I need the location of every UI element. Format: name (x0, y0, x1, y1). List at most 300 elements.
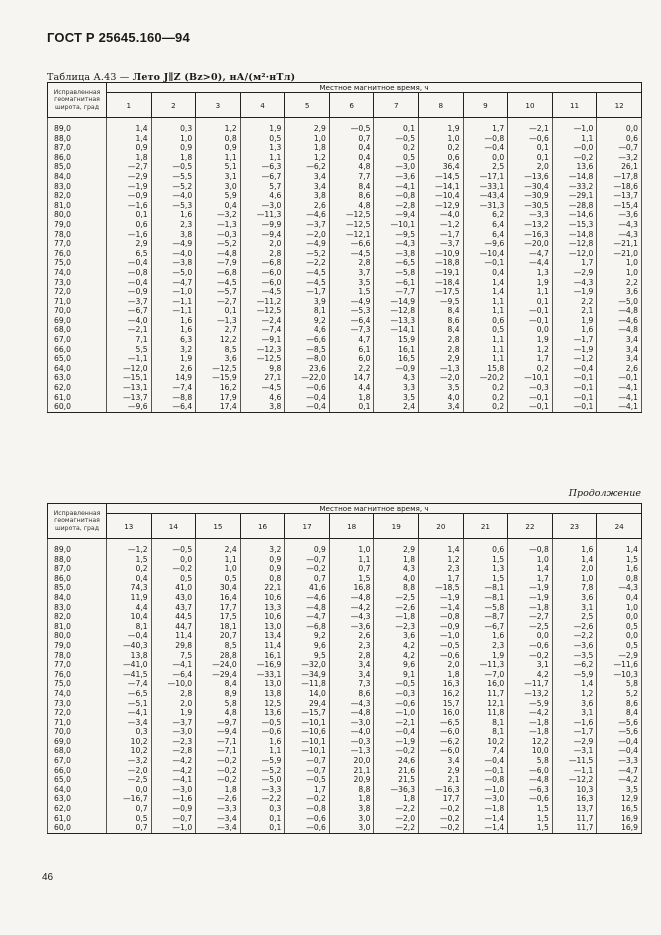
value-cell: —36,3 (374, 785, 419, 795)
value-cell: —3,0 (240, 201, 285, 211)
hour-header: 2 (151, 93, 196, 118)
value-cell: 15,8 (463, 364, 508, 374)
hour-header: 3 (196, 93, 241, 118)
value-cell: —12,2 (552, 775, 597, 785)
value-cell: —3,2 (196, 210, 241, 220)
value-cell: 4,7 (329, 335, 374, 345)
value-cell: 1,5 (329, 287, 374, 297)
value-cell: —11,3 (240, 210, 285, 220)
value-cell: 1,8 (107, 153, 152, 163)
value-cell: 8,1 (285, 306, 330, 316)
table-row (48, 354, 642, 364)
value-cell: 0,7 (285, 574, 330, 584)
value-cell: 1,0 (419, 134, 464, 144)
value-cell: —3,8 (374, 249, 419, 259)
value-cell: —4,2 (508, 708, 553, 718)
value-cell: —10,1 (508, 373, 553, 383)
value-cell: 1,3 (508, 268, 553, 278)
latitude-cell: 80,0 (48, 631, 107, 641)
value-cell: —33,1 (463, 182, 508, 192)
value-cell: —1,1 (552, 766, 597, 776)
value-cell: —6,5 (419, 718, 464, 728)
table-row (48, 172, 642, 182)
value-cell: —0,1 (552, 393, 597, 403)
value-cell: —0,4 (107, 278, 152, 288)
value-cell: —4,3 (374, 239, 419, 249)
value-cell: —10,6 (285, 727, 330, 737)
value-cell: —30,4 (508, 182, 553, 192)
value-cell: —4,7 (508, 249, 553, 259)
value-cell: 0,0 (463, 153, 508, 163)
value-cell: —4,2 (151, 756, 196, 766)
value-cell: —0,1 (552, 383, 597, 393)
value-cell: 0,0 (508, 325, 553, 335)
value-cell: —6,7 (240, 172, 285, 182)
value-cell: 14,7 (329, 373, 374, 383)
value-cell: 3,6 (597, 287, 642, 297)
value-cell: 1,7 (463, 118, 508, 134)
value-cell: —14,9 (374, 297, 419, 307)
value-cell: 1,1 (508, 287, 553, 297)
value-cell: 3,5 (597, 785, 642, 795)
value-cell: 9,6 (374, 660, 419, 670)
value-cell: 2,0 (508, 162, 553, 172)
latitude-cell: 72,0 (48, 287, 107, 297)
latitude-cell: 81,0 (48, 622, 107, 632)
value-cell: 1,8 (374, 794, 419, 804)
value-cell: —0,1 (508, 306, 553, 316)
value-cell: —6,4 (329, 316, 374, 326)
value-cell: —1,9 (508, 593, 553, 603)
value-cell: 4,8 (196, 708, 241, 718)
value-cell: 3,6 (196, 354, 241, 364)
value-cell: —6,5 (374, 258, 419, 268)
value-cell: —2,6 (196, 794, 241, 804)
table-row (48, 679, 642, 689)
latitude-cell: 75,0 (48, 679, 107, 689)
value-cell: —12,9 (419, 201, 464, 211)
value-cell: —41,0 (107, 660, 152, 670)
value-cell: 11,4 (151, 631, 196, 641)
value-cell: 2,6 (329, 631, 374, 641)
value-cell: —17,8 (597, 172, 642, 182)
value-cell: —4,0 (419, 210, 464, 220)
value-cell: 9,1 (374, 670, 419, 680)
latitude-cell: 88,0 (48, 555, 107, 565)
value-cell: 10,6 (240, 612, 285, 622)
value-cell: 1,5 (463, 574, 508, 584)
value-cell: 3,3 (374, 383, 419, 393)
latitude-cell: 76,0 (48, 249, 107, 259)
value-cell: 3,2 (151, 345, 196, 355)
value-cell: —6,5 (107, 689, 152, 699)
value-cell: 1,1 (463, 297, 508, 307)
value-cell: 4,6 (240, 393, 285, 403)
value-cell: —2,7 (196, 297, 241, 307)
value-cell: —0,4 (107, 258, 152, 268)
value-cell: —33,1 (240, 670, 285, 680)
value-cell: —0,2 (285, 564, 330, 574)
value-cell: 1,8 (329, 794, 374, 804)
hour-header: 8 (419, 93, 464, 118)
value-cell: —6,0 (508, 766, 553, 776)
value-cell: —1,9 (552, 287, 597, 297)
value-cell: —4,3 (597, 583, 642, 593)
value-cell: —4,8 (329, 593, 374, 603)
value-cell: —0,5 (374, 134, 419, 144)
value-cell: —5,6 (597, 727, 642, 737)
value-cell: —4,8 (597, 306, 642, 316)
value-cell: 17,5 (196, 612, 241, 622)
table-row (48, 539, 642, 555)
value-cell: 0,5 (374, 153, 419, 163)
value-cell: —2,9 (552, 737, 597, 747)
value-cell: 3,1 (196, 172, 241, 182)
value-cell: 20,9 (329, 775, 374, 785)
value-cell: 0,2 (107, 564, 152, 574)
value-cell: 7,5 (151, 651, 196, 661)
table-row (48, 766, 642, 776)
value-cell: —20,2 (463, 373, 508, 383)
value-cell: —32,0 (285, 660, 330, 670)
latitude-cell: 66,0 (48, 766, 107, 776)
value-cell: 7,4 (463, 746, 508, 756)
value-cell: 3,6 (552, 699, 597, 709)
value-cell: 0,3 (151, 118, 196, 134)
value-cell: —2,8 (374, 201, 419, 211)
hour-header: 6 (329, 93, 374, 118)
value-cell: —16,9 (240, 660, 285, 670)
table-row (48, 143, 642, 153)
value-cell: —4,0 (151, 249, 196, 259)
value-cell: —6,4 (151, 670, 196, 680)
value-cell: —11,8 (285, 679, 330, 689)
value-cell: —0,8 (463, 134, 508, 144)
value-cell: —1,1 (151, 306, 196, 316)
value-cell: —0,8 (508, 539, 553, 555)
value-cell: 12,5 (240, 699, 285, 709)
hour-header: 5 (285, 93, 330, 118)
value-cell: —1,4 (419, 603, 464, 613)
value-cell: —1,0 (419, 631, 464, 641)
latitude-cell: 61,0 (48, 814, 107, 824)
value-cell: —6,6 (329, 239, 374, 249)
value-cell: —22,0 (285, 373, 330, 383)
table-row (48, 249, 642, 259)
value-cell: —4,1 (374, 182, 419, 192)
value-cell: 6,4 (463, 220, 508, 230)
table-row (48, 239, 642, 249)
value-cell: —3,4 (196, 814, 241, 824)
value-cell: —3,4 (107, 718, 152, 728)
value-cell: —5,8 (463, 603, 508, 613)
value-cell: 24,6 (374, 756, 419, 766)
value-cell: 2,3 (463, 641, 508, 651)
table-row (48, 718, 642, 728)
value-cell: —2,0 (419, 373, 464, 383)
value-cell: —2,4 (240, 316, 285, 326)
value-cell: —13,7 (107, 393, 152, 403)
value-cell: —28,8 (552, 201, 597, 211)
value-cell: 13,8 (107, 651, 152, 661)
value-cell: —0,9 (419, 622, 464, 632)
value-cell: 16,8 (329, 583, 374, 593)
value-cell: 7,3 (329, 679, 374, 689)
value-cell: 13,0 (240, 679, 285, 689)
value-cell: —5,9 (552, 670, 597, 680)
value-cell: 4,0 (374, 574, 419, 584)
latitude-cell: 64,0 (48, 364, 107, 374)
value-cell: —7,7 (374, 287, 419, 297)
value-cell: —3,3 (597, 756, 642, 766)
table-row (48, 383, 642, 393)
value-cell: —1,6 (552, 718, 597, 728)
value-cell: —0,5 (151, 162, 196, 172)
value-cell: 8,4 (329, 182, 374, 192)
value-cell: —14,8 (552, 172, 597, 182)
value-cell: 1,5 (329, 574, 374, 584)
value-cell: 44,5 (151, 612, 196, 622)
table-row (48, 670, 642, 680)
value-cell: 11,9 (107, 593, 152, 603)
value-cell: 8,1 (463, 718, 508, 728)
table-row (48, 191, 642, 201)
value-cell: 3,8 (151, 230, 196, 240)
value-cell: 8,5 (196, 345, 241, 355)
latitude-cell: 76,0 (48, 670, 107, 680)
value-cell: 1,7 (285, 785, 330, 795)
value-cell: —16,7 (107, 794, 152, 804)
value-cell: —6,8 (240, 258, 285, 268)
latitude-cell: 79,0 (48, 641, 107, 651)
table-row (48, 612, 642, 622)
value-cell: —3,3 (240, 785, 285, 795)
latitude-cell: 82,0 (48, 612, 107, 622)
value-cell: 11,4 (240, 641, 285, 651)
value-cell: —4,9 (329, 297, 374, 307)
latitude-cell: 84,0 (48, 172, 107, 182)
value-cell: —1,6 (107, 230, 152, 240)
value-cell: —0,2 (508, 651, 553, 661)
latitude-cell: 63,0 (48, 373, 107, 383)
value-cell: —10,1 (285, 746, 330, 756)
table-row (48, 814, 642, 824)
latitude-cell: 62,0 (48, 804, 107, 814)
value-cell: 4,2 (374, 641, 419, 651)
latitude-cell: 67,0 (48, 335, 107, 345)
table-row (48, 364, 642, 374)
value-cell: —0,1 (508, 393, 553, 403)
value-cell: 2,8 (240, 249, 285, 259)
value-cell: —0,3 (329, 737, 374, 747)
value-cell: —7,4 (107, 679, 152, 689)
value-cell: —0,3 (508, 383, 553, 393)
value-cell: —4,0 (107, 316, 152, 326)
latitude-cell: 88,0 (48, 134, 107, 144)
value-cell: —12,0 (107, 364, 152, 374)
value-cell: —2,2 (374, 823, 419, 833)
value-cell: 0,4 (597, 593, 642, 603)
value-cell: —2,7 (107, 162, 152, 172)
value-cell: —12,8 (374, 306, 419, 316)
value-cell: —4,5 (329, 249, 374, 259)
value-cell: 3,0 (329, 823, 374, 833)
value-cell: 16,2 (196, 383, 241, 393)
value-cell: —3,7 (419, 239, 464, 249)
table-header-row (48, 504, 642, 514)
value-cell: 8,6 (329, 689, 374, 699)
value-cell: —3,6 (552, 641, 597, 651)
value-cell: 0,0 (597, 612, 642, 622)
value-cell: —4,2 (597, 775, 642, 785)
value-cell: —5,6 (597, 718, 642, 728)
value-cell: 1,0 (508, 555, 553, 565)
value-cell: 41,0 (151, 583, 196, 593)
table-row (48, 297, 642, 307)
value-cell: —9,4 (240, 230, 285, 240)
value-cell: —4,7 (285, 612, 330, 622)
value-cell: —0,5 (240, 718, 285, 728)
value-cell: —10,4 (419, 191, 464, 201)
value-cell: 20,0 (329, 756, 374, 766)
value-cell: 1,3 (463, 564, 508, 574)
table-row (48, 689, 642, 699)
value-cell: —0,6 (419, 651, 464, 661)
value-cell: —24,0 (196, 660, 241, 670)
value-cell: 1,4 (508, 564, 553, 574)
value-cell: 1,2 (196, 118, 241, 134)
value-cell: 13,0 (240, 622, 285, 632)
value-cell: 0,9 (151, 143, 196, 153)
value-cell: 4,6 (240, 191, 285, 201)
value-cell: —1,3 (329, 746, 374, 756)
latitude-cell: 73,0 (48, 278, 107, 288)
value-cell: —2,2 (552, 631, 597, 641)
value-cell: 0,0 (508, 631, 553, 641)
value-cell: —4,3 (597, 220, 642, 230)
value-cell: —2,2 (374, 804, 419, 814)
value-cell: —3,3 (196, 804, 241, 814)
value-cell: —0,3 (374, 689, 419, 699)
value-cell: —0,6 (508, 134, 553, 144)
table-row (48, 306, 642, 316)
continuation-label: Продолжение (568, 488, 641, 499)
value-cell: —5,0 (240, 775, 285, 785)
value-cell: —6,0 (240, 268, 285, 278)
table-row (48, 153, 642, 163)
hour-header-row (48, 93, 642, 118)
value-cell: —0,2 (419, 814, 464, 824)
value-cell: 1,9 (508, 335, 553, 345)
value-cell: 0,5 (597, 622, 642, 632)
value-cell: 3,8 (240, 402, 285, 412)
value-cell: —8,8 (151, 393, 196, 403)
value-cell: 1,4 (107, 118, 152, 134)
value-cell: —18,4 (419, 278, 464, 288)
value-cell: —3,6 (597, 210, 642, 220)
value-cell: 26,1 (597, 162, 642, 172)
value-cell: 2,3 (329, 641, 374, 651)
value-cell: —0,7 (285, 555, 330, 565)
value-cell: —6,1 (374, 278, 419, 288)
value-cell: —5,2 (196, 239, 241, 249)
table-row (48, 699, 642, 709)
value-cell: 3,4 (285, 182, 330, 192)
value-cell: 0,8 (240, 574, 285, 584)
value-cell: —0,2 (285, 794, 330, 804)
value-cell: 7,7 (329, 172, 374, 182)
value-cell: —0,1 (552, 373, 597, 383)
value-cell: 0,0 (597, 631, 642, 641)
value-cell: —0,4 (285, 393, 330, 403)
hour-header: 14 (151, 514, 196, 539)
value-cell: —1,8 (374, 612, 419, 622)
value-cell: 2,1 (552, 306, 597, 316)
value-cell: —2,8 (151, 746, 196, 756)
value-cell: 0,5 (463, 325, 508, 335)
value-cell: 1,2 (285, 153, 330, 163)
table-row (48, 631, 642, 641)
value-cell: —3,4 (196, 823, 241, 833)
value-cell: —2,5 (508, 622, 553, 632)
value-cell: 6,2 (463, 210, 508, 220)
value-cell: —0,9 (374, 364, 419, 374)
value-cell: —4,2 (151, 766, 196, 776)
value-cell: —33,2 (552, 182, 597, 192)
value-cell: —0,6 (285, 383, 330, 393)
value-cell: —0,5 (329, 118, 374, 134)
value-cell: —6,2 (285, 162, 330, 172)
value-cell: 0,2 (463, 383, 508, 393)
table-row (48, 118, 642, 134)
value-cell: 4,0 (419, 393, 464, 403)
value-cell: 1,9 (552, 316, 597, 326)
value-cell: 12,2 (508, 737, 553, 747)
value-cell: 1,2 (508, 345, 553, 355)
value-cell: —6,4 (151, 402, 196, 412)
value-cell: 1,5 (597, 555, 642, 565)
value-cell: —6,2 (552, 660, 597, 670)
value-cell: 16,5 (597, 804, 642, 814)
value-cell: —15,9 (196, 373, 241, 383)
value-cell: —0,3 (196, 230, 241, 240)
value-cell: —6,0 (419, 727, 464, 737)
hour-header: 21 (463, 514, 508, 539)
value-cell: —0,4 (374, 727, 419, 737)
value-cell: —1,9 (107, 182, 152, 192)
value-cell: —0,0 (552, 143, 597, 153)
value-cell: 2,8 (419, 335, 464, 345)
value-cell: 2,2 (552, 297, 597, 307)
value-cell: —4,6 (285, 593, 330, 603)
value-cell: —0,1 (552, 402, 597, 412)
latitude-cell: 89,0 (48, 118, 107, 134)
value-cell: 2,6 (597, 364, 642, 374)
table-row (48, 737, 642, 747)
value-cell: 1,5 (463, 555, 508, 565)
document-header: ГОСТ Р 25645.160—94 (47, 30, 190, 45)
value-cell: 5,8 (196, 699, 241, 709)
value-cell: —1,3 (419, 364, 464, 374)
value-cell: —2,6 (552, 622, 597, 632)
latitude-cell: 65,0 (48, 775, 107, 785)
value-cell: 0,9 (196, 143, 241, 153)
value-cell: —1,3 (196, 220, 241, 230)
value-cell: 22,1 (240, 583, 285, 593)
value-cell: 0,0 (151, 555, 196, 565)
value-cell: —17,1 (463, 172, 508, 182)
value-cell: 1,8 (419, 670, 464, 680)
